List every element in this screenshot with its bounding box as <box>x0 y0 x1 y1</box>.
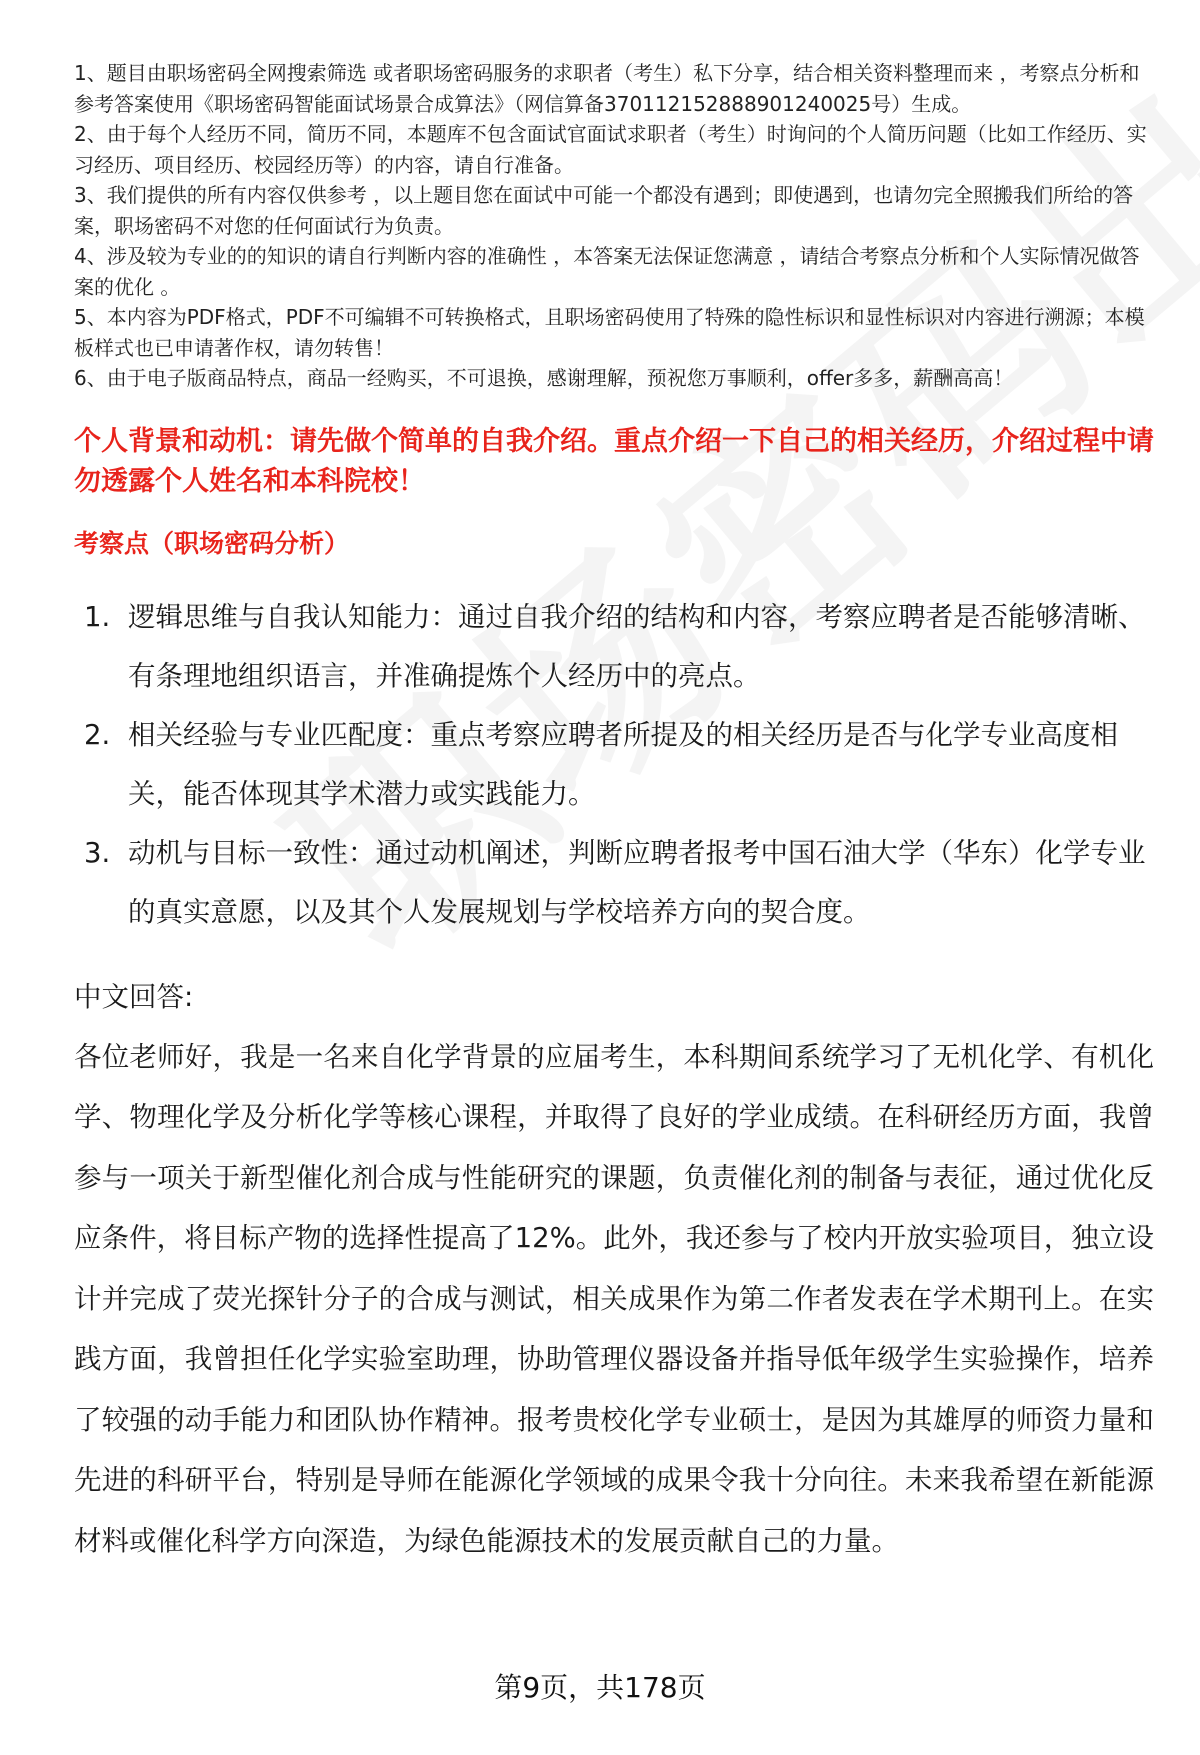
point-text: 动机与目标一致性：通过动机阐述，判断应聘者报考中国石油大学（华东）化学专业的真实意愿，以及其个人发展规划与学校培养方向的契合度。 <box>128 836 1146 928</box>
analysis-point <box>74 824 1154 942</box>
document-page <box>74 58 1154 1571</box>
notice-item: 2、由于每个人经历不同，简历不同，本题库不包含面试官面试求职者（考生）时询问的个人简历问题（比如工作经历、实习经历、项目经历、校园经历等）的内容，请自行准备。 <box>74 122 1147 177</box>
point-number: 3. <box>84 836 111 869</box>
point-text: 逻辑思维与自我认知能力：通过自我介绍的结构和内容，考察应聘者是否能够清晰、有条理地组织语言，并准确提炼个人经历中的亮点。 <box>128 600 1146 692</box>
question-title: 个人背景和动机：请先做个简单的自我介绍。重点介绍一下自己的相关经历，介绍过程中请勿透露个人姓名和本科院校！ <box>74 425 1154 497</box>
page-number: 第9页，共178页 <box>494 1671 706 1704</box>
notice-item: 1、题目由职场密码全网搜索筛选 或者职场密码服务的求职者（考生）私下分享，结合相关资料整理而来 ，考察点分析和参考答案使用《职场密码智能面试场景合成算法》（网信算备370112152888901240025号）生成。 <box>74 61 1140 116</box>
point-text: 相关经验与专业匹配度：重点考察应聘者所提及的相关经历是否与化学专业高度相关，能否体现其学术潜力或实践能力。 <box>128 718 1118 810</box>
notice-item: 4、涉及较为专业的的知识的请自行判断内容的准确性 ，本答案无法保证您满意 ，请结合考察点分析和个人实际情况做答案的优化 。 <box>74 244 1140 299</box>
analysis-point <box>74 706 1154 824</box>
disclaimer-notice <box>74 58 1154 394</box>
analysis-title: 考察点（职场密码分析） <box>74 528 350 558</box>
analysis-points <box>74 588 1154 942</box>
notice-item: 5、本内容为PDF格式，PDF不可编辑不可转换格式，且职场密码使用了特殊的隐性标识和显性标识对内容进行溯源；本模板样式也已申请著作权，请勿转售！ <box>74 305 1145 360</box>
point-number: 1. <box>84 600 111 633</box>
notice-item: 6、由于电子版商品特点，商品一经购买，不可退换，感谢理解，预祝您万事顺利，offer多多，薪酬高高！ <box>74 366 1014 390</box>
point-number: 2. <box>84 718 111 751</box>
analysis-point <box>74 588 1154 706</box>
answer-text: 各位老师好，我是一名来自化学背景的应届考生，本科期间系统学习了无机化学、有机化学、物理化学及分析化学等核心课程，并取得了良好的学业成绩。在科研经历方面，我曾参与一项关于新型催化剂合成与性能研究的课题，负责催化剂的制备与表征，通过优化反应条件，将目标产物的选择性提高了12%。此外，我还参与了校内开放实验项目，独立设计并完成了荧光探针分子的合成与测试，相关成果作为第二作者发表在学术期刊上。在实践方面，我曾担任化学实验室助理，协助管理仪器设备并指导低年级学生实验操作，培养了较强的动手能力和团队协作精神。报考贵校化学专业硕士，是因为其雄厚的师资力量和先进的科研平台，特别是导师在能源化学领域的成果令我十分向往。未来我希望在新能源材料或催化科学方向深造，为绿色能源技术的发展贡献自己的力量。 <box>74 1040 1154 1557</box>
notice-item: 3、我们提供的所有内容仅供参考 ，以上题目您在面试中可能一个都没有遇到；即使遇到，也请勿完全照搬我们所给的答案，职场密码不对您的任何面试行为负责。 <box>74 183 1134 238</box>
answer-heading: 中文回答: <box>74 980 194 1013</box>
